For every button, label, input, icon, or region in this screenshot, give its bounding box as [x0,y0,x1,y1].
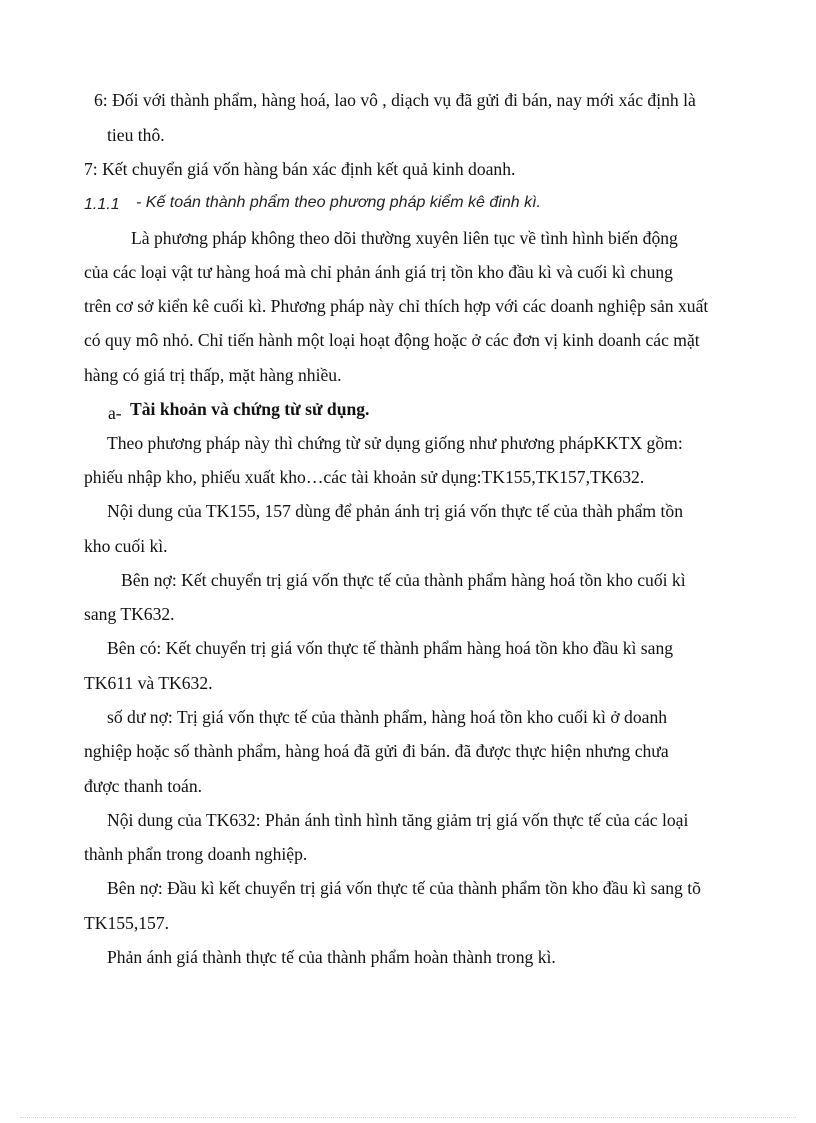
text-line: thành phẩn trong doanh nghiệp. [84,844,308,864]
text-line: nghiệp hoặc số thành phẩm, hàng hoá đã gửi đi bán. đã được thực hiện nhưng chưa [84,741,669,761]
text-line: Nội dung của TK155, 157 dùng để phản ánh trị giá vốn thực tế của thàh phẩm tồn [107,501,683,521]
text-line: trên cơ sở kiển kê cuối kì. Phương pháp này chỉ thích hợp với các doanh nghiệp sản xuất [84,296,709,316]
page-bottom-rule [20,1117,796,1118]
text-line: 7: Kết chuyển giá vốn hàng bán xác định kết quả kinh doanh. [84,159,516,179]
text-line: phiếu nhập kho, phiếu xuất kho…các tài khoản sử dụng:TK155,TK157,TK632. [84,467,645,487]
section-number: 1.1.1 [84,196,120,213]
section-title: - Kế toán thành phẩm theo phương pháp kiểm kê đinh kì. [136,194,541,211]
text-line: Bên nợ: Đầu kì kết chuyển trị giá vốn thực tế của thành phẩm tồn kho đầu kì sang tõ [107,878,701,898]
text-line: hàng có giá trị thấp, mặt hàng nhiều. [84,365,342,385]
text-line: Nội dung của TK632: Phản ánh tình hình tăng giảm trị giá vốn thực tế của các loại [107,810,689,830]
text-line: số dư nợ: Trị giá vốn thực tế của thành phẩm, hàng hoá tồn kho cuối kì ở doanh [107,707,668,727]
text-line: tieu thô. [107,125,165,145]
text-line: 6: Đối với thành phẩm, hàng hoá, lao vô , diạch vụ đã gửi đi bán, nay mới xác định là [94,90,696,110]
text-line: Bên có: Kết chuyển trị giá vốn thực tế thành phẩm hàng hoá tồn kho đầu kì sang [107,638,674,658]
subsection-title: Tài khoản và chứng từ sử dụng. [130,399,370,419]
text-line: có quy mô nhỏ. Chỉ tiến hành một loại hoạt động hoặc ở các đơn vị kinh doanh các mặt [84,330,700,350]
text-line: TK155,157. [84,913,170,933]
text-line: Theo phương pháp này thì chứng từ sử dụng giống như phương phápKKTX gồm: [107,433,683,453]
subsection-marker: a- [108,403,122,423]
text-line: sang TK632. [84,604,175,624]
text-line: Phản ánh giá thành thực tế của thành phẩm hoàn thành trong kì. [107,947,556,967]
text-line: Bên nợ: Kết chuyển trị giá vốn thực tế của thành phẩm hàng hoá tồn kho cuối kì [121,570,686,590]
text-line: Là phương pháp không theo dõi thường xuyên liên tục về tình hình biến động [131,228,678,248]
text-line: kho cuối kì. [84,536,168,556]
text-line: được thanh toán. [84,776,203,796]
text-line: TK611 và TK632. [84,673,213,693]
text-line: của các loại vật tư hàng hoá mà chỉ phản ánh giá trị tồn kho đầu kì và cuối kì chung [84,262,673,282]
